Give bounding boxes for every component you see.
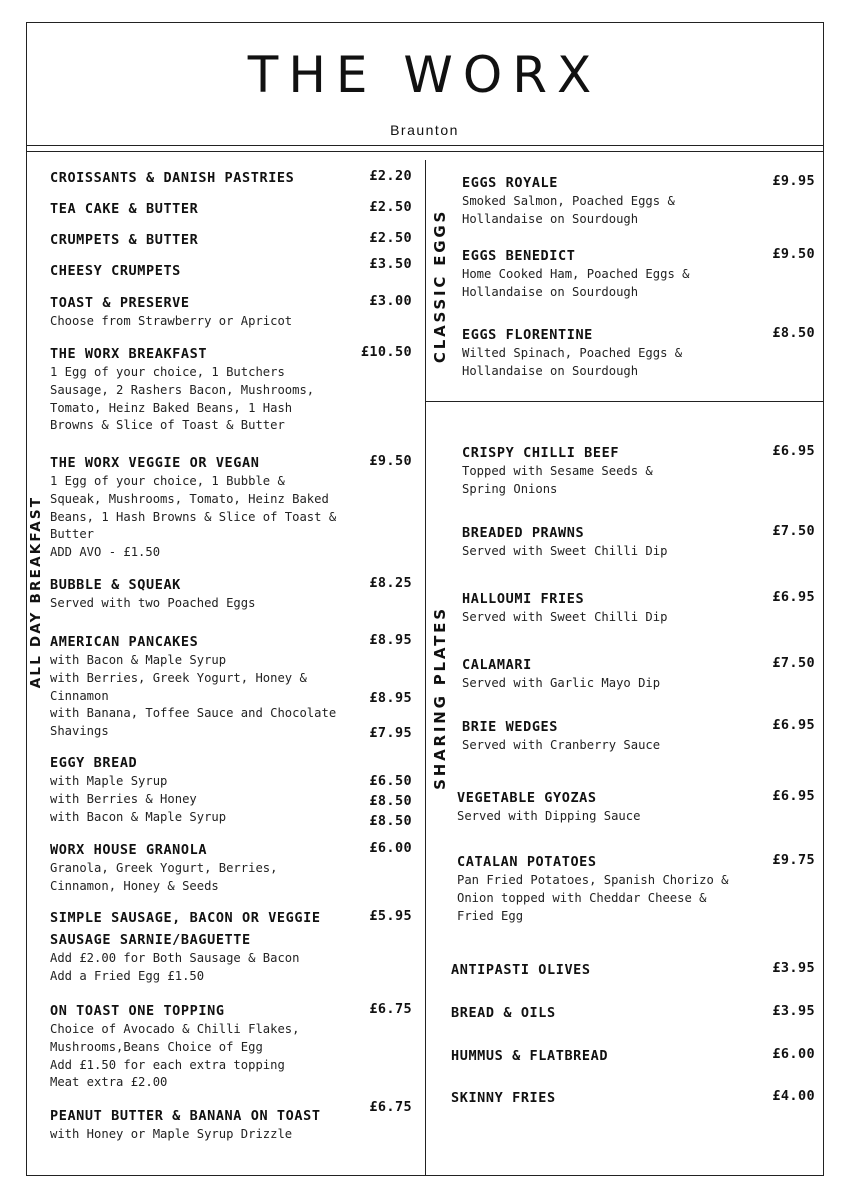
description-line: 1 Egg of your choice, 1 Butchers [50,365,285,379]
item-description [50,860,277,896]
item-name: EGGY BREAD [50,755,138,771]
item-price: £6.75 [369,1099,412,1115]
menu-item [462,589,667,627]
item-price: £8.50 [369,793,412,809]
item-description [50,950,321,986]
item-description [462,737,660,755]
item-description [50,1126,321,1144]
description-line: Meat extra £2.00 [50,1075,168,1090]
item-price: £6.95 [772,589,815,605]
description-line: Granola, Greek Yogurt, Berries, [50,861,278,875]
item-name: BREAD & OILS [451,1005,556,1021]
item-price: £4.00 [772,1088,815,1104]
item-price: £2.50 [369,199,412,215]
item-name: THE WORX BREAKFAST [50,346,208,362]
item-price: £3.50 [369,256,412,272]
menu-item [451,1088,556,1108]
item-price: £7.50 [772,655,815,671]
menu-item [50,344,314,435]
item-price: £7.50 [772,523,815,539]
item-description [50,652,336,741]
description-line: Cinnamon [50,688,109,703]
item-description [462,266,689,302]
description-line: Wilted Spinach, Poached Eggs & [462,346,683,360]
description-line: Hollandaise on Sourdough [462,284,639,299]
item-price: £8.95 [369,632,412,648]
item-name: CRUMPETS & BUTTER [50,232,199,248]
item-description [462,193,675,229]
item-price: £7.95 [369,725,412,741]
item-name: EGGS BENEDICT [462,248,576,264]
menu-item [462,173,675,229]
item-price: £8.50 [369,813,412,829]
item-name: BRIE WEDGES [462,719,559,735]
item-price: £3.00 [369,293,412,309]
menu-item [451,1003,556,1023]
item-price: £6.95 [772,443,815,459]
menu-item [50,168,294,188]
item-description [462,609,667,627]
item-name: PEANUT BUTTER & BANANA ON TOAST [50,1108,321,1124]
description-line: Served with Sweet Chilli Dip [462,544,668,558]
item-name: CRISPY CHILLI BEEF [462,445,620,461]
description-line: Served with Sweet Chilli Dip [462,610,668,624]
item-name: VEGETABLE GYOZAS [457,790,597,806]
menu-item [50,840,277,896]
menu-item [50,632,336,741]
menu-item [50,1001,299,1092]
item-description [50,364,314,435]
description-line: Choose from Strawberry or Apricot [50,314,293,328]
item-price: £9.75 [772,852,815,868]
header-divider [26,151,824,152]
menu-item [462,655,660,693]
description-line: Topped with Sesame Seeds & [462,464,653,478]
item-name: TOAST & PRESERVE [50,295,190,311]
description-line: Fried Egg [457,908,524,923]
item-price: £6.50 [369,773,412,789]
item-name: HUMMUS & FLATBREAD [451,1048,609,1064]
description-line: Pan Fried Potatoes, Spanish Chorizo & [457,873,729,887]
item-name: SKINNY FRIES [451,1090,556,1106]
description-line: 1 Egg of your choice, 1 Bubble & [50,474,285,488]
menu-item [50,293,292,331]
item-description [462,675,660,693]
description-line: with Honey or Maple Syrup Drizzle [50,1127,293,1141]
item-price: £6.95 [772,788,815,804]
description-line: Tomato, Heinz Baked Beans, 1 Hash [50,400,293,415]
description-line: Hollandaise on Sourdough [462,363,639,378]
description-line: Squeak, Mushrooms, Tomato, Heinz Baked [50,491,329,506]
menu-item [457,788,640,826]
item-price: £2.50 [369,230,412,246]
item-name: THE WORX VEGGIE OR VEGAN [50,455,260,471]
item-name: EGGS FLORENTINE [462,327,593,343]
menu-item [451,960,591,980]
description-line: Hollandaise on Sourdough [462,211,639,226]
description-line: Home Cooked Ham, Poached Eggs & [462,267,690,281]
item-name: CALAMARI [462,657,532,673]
item-price: £9.50 [772,246,815,262]
column-divider [425,160,426,1176]
restaurant-title: THE WORX [247,46,602,104]
menu-item [462,717,660,755]
description-line: with Berries & Honey [50,791,197,806]
description-line: Browns & Slice of Toast & Butter [50,418,285,433]
item-name: SIMPLE SAUSAGE, BACON OR VEGGIE [50,910,321,926]
description-line: Choice of Avocado & Chilli Flakes, [50,1022,300,1036]
item-name: WORX HOUSE GRANOLA [50,842,208,858]
item-description [462,345,682,381]
menu-item [457,852,729,925]
menu-item [50,453,336,562]
menu-item [50,1106,321,1144]
item-price: £5.95 [369,908,412,924]
item-name: CATALAN POTATOES [457,854,597,870]
item-description [50,1021,299,1092]
description-line: with Berries, Greek Yogurt, Honey & [50,670,307,685]
item-description [50,313,292,331]
item-description [457,808,640,826]
description-line: Onion topped with Cheddar Cheese & [457,890,707,905]
item-description [50,595,255,613]
description-line: with Bacon & Maple Syrup [50,809,227,824]
menu-item [50,753,226,826]
item-name: HALLOUMI FRIES [462,591,585,607]
description-line: Served with Cranberry Sauce [462,738,661,752]
description-line: Shavings [50,724,109,739]
menu-item [462,523,667,561]
section-divider [425,401,824,402]
description-line: Spring Onions [462,481,558,496]
item-price: £10.50 [360,344,412,360]
item-price: £9.95 [772,173,815,189]
item-name: AMERICAN PANCAKES [50,634,199,650]
item-price: £3.95 [772,960,815,976]
menu-item [50,908,321,986]
description-line: Smoked Salmon, Poached Eggs & [462,194,675,208]
description-line: Add a Fried Egg £1.50 [50,968,205,983]
description-line: Add £1.50 for each extra topping [50,1057,285,1072]
section-label-all-day-breakfast: ALL DAY BREAKFAST [28,495,44,689]
item-price: £8.25 [369,575,412,591]
item-name: ON TOAST ONE TOPPING [50,1003,225,1019]
description-line: Cinnamon, Honey & Seeds [50,878,219,893]
item-name: EGGS ROYALE [462,175,559,191]
item-name: CROISSANTS & DANISH PASTRIES [50,170,295,186]
item-name: BUBBLE & SQUEAK [50,577,181,593]
item-price: £6.95 [772,717,815,733]
item-price: £9.50 [369,453,412,469]
description-line: with Bacon & Maple Syrup [50,653,227,667]
menu-item [462,325,682,381]
item-name: CHEESY CRUMPETS [50,263,181,279]
item-price: £8.95 [369,690,412,706]
item-name: ANTIPASTI OLIVES [451,962,591,978]
item-description [457,872,729,925]
header-divider [26,145,824,146]
description-line: Served with two Poached Eggs [50,596,256,610]
description-line: ADD AVO - £1.50 [50,545,161,560]
menu-item [50,261,181,281]
item-price: £6.75 [369,1001,412,1017]
menu-item [50,575,255,613]
menu-item [50,230,198,250]
item-price: £8.50 [772,325,815,341]
menu-item [462,443,653,499]
item-description [50,473,336,562]
location-label: Braunton [390,122,459,138]
description-line: Served with Dipping Sauce [457,809,641,823]
description-line: Mushrooms,Beans Choice of Egg [50,1039,263,1054]
item-description [462,543,667,561]
section-label-sharing-plates: SHARING PLATES [431,606,449,790]
description-line: Butter [50,527,95,542]
menu-item [462,246,689,302]
item-name: BREADED PRAWNS [462,525,585,541]
description-line: with Maple Syrup [50,774,168,788]
item-price: £2.20 [369,168,412,184]
section-label-classic-eggs: CLASSIC EGGS [431,208,449,364]
item-name: TEA CAKE & BUTTER [50,201,199,217]
description-line: Beans, 1 Hash Browns & Slice of Toast & [50,509,337,524]
menu-item [50,199,198,219]
description-line: Served with Garlic Mayo Dip [462,676,661,690]
item-name: SAUSAGE SARNIE/BAGUETTE [50,932,251,948]
description-line: with Banana, Toffee Sauce and Chocolate [50,706,337,721]
item-price: £3.95 [772,1003,815,1019]
item-description [50,773,226,826]
item-price: £6.00 [772,1046,815,1062]
description-line: Add £2.00 for Both Sausage & Bacon [50,951,300,965]
item-price: £6.00 [369,840,412,856]
menu-item [451,1046,608,1066]
item-description [462,463,653,499]
description-line: Sausage, 2 Rashers Bacon, Mushrooms, [50,382,315,397]
